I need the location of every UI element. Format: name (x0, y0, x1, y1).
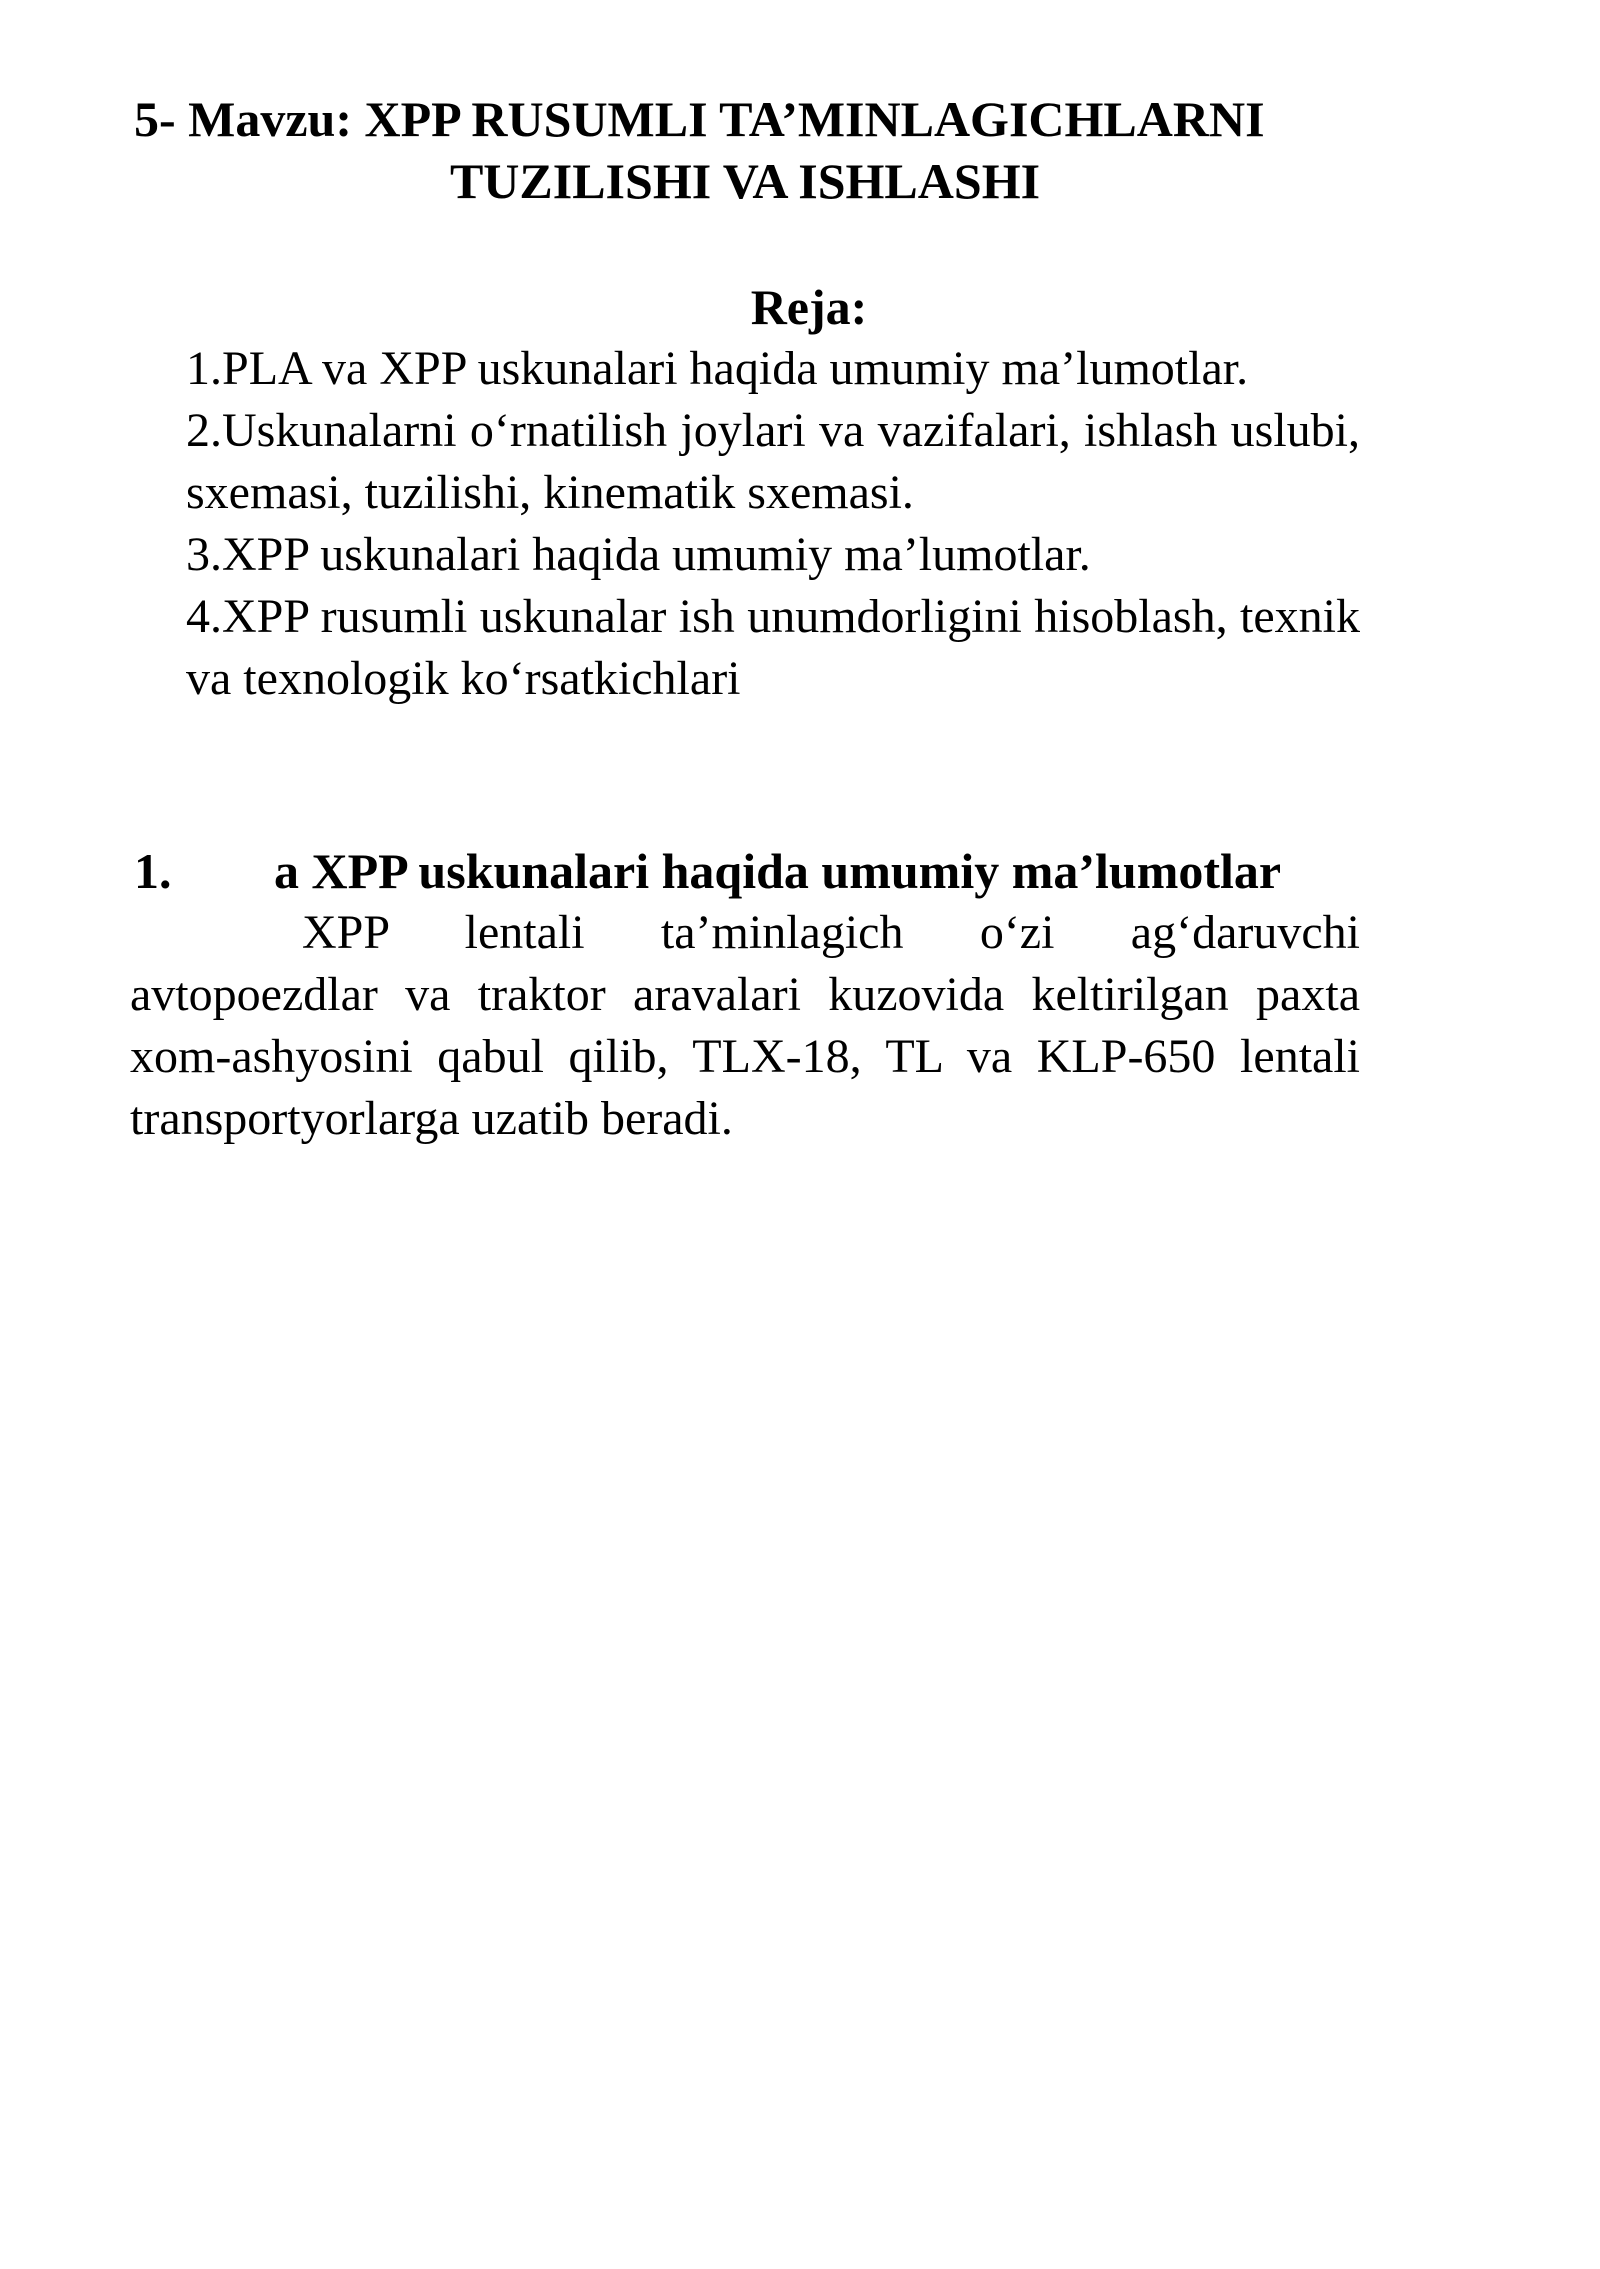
plan-item: 1.PLA va XPP uskunalari haqida umumiy ma’lumotlar. (186, 342, 1249, 395)
plan-item: 3.XPP uskunalari haqida umumiy ma’lumotlar. (186, 528, 1091, 581)
section-heading (134, 840, 1360, 902)
plan-heading: Reja: (750, 279, 868, 335)
title-line-2: TUZILISHI VA ISHLASHI (449, 153, 1041, 209)
plan-list (186, 338, 1360, 710)
section-paragraph: XPP lentali ta’minlagich oʻzi agʻdaruvchi avtopoezdlar va traktor aravalari kuzovida keltirilgan paxta xom-ashyosini qabul qilib, TLX-18, TL va KLP-650 lentali transportyorlarga uzatib beradi. (130, 906, 1360, 1145)
section-title: a XPP uskunalari haqida umumiy ma’lumotlar (274, 843, 1282, 899)
title-line-1: 5- Mavzu: XPP RUSUMLI TA’MINLAGICHLARNI (134, 91, 1265, 147)
page-title (130, 88, 1360, 212)
plan-item: 2.Uskunalarni oʻrnatilish joylari va vazifalari, ishlash uslubi, sxemasi, tuzilishi, kinematik sxemasi. (186, 404, 1360, 519)
plan-item: 4.XPP rusumli uskunalar ish unumdorligini hisoblash, texnik va texnologik koʻrsatkichlari (186, 590, 1360, 705)
section-number: 1. (134, 843, 172, 899)
